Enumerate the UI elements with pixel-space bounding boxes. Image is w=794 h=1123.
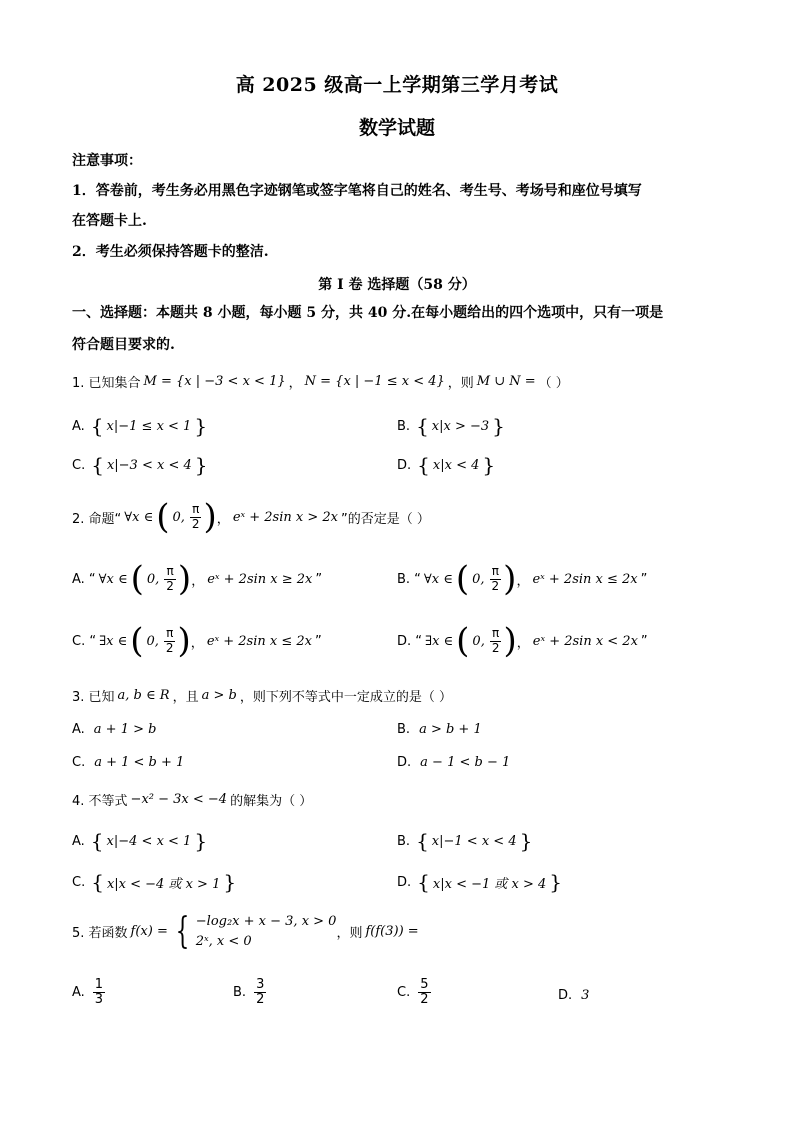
q5-option-d[interactable]: D. 3 xyxy=(558,988,590,1003)
q5-option-c[interactable]: C. $\frac{5}{2}$ xyxy=(397,977,429,1008)
q2-option-b[interactable]: B. “ ∀x ∈ ( 0, $\frac{\pi}{2}$ ) ， eˣ + 2sin x ≤ 2x ” xyxy=(397,559,648,599)
q4-option-c[interactable]: C. { x|x < −4 或 x > 1 } xyxy=(72,870,237,894)
q5-piecewise: { −log₂x + x − 3, x > 0 2ˣ, x < 0 xyxy=(175,910,337,952)
q1-prefix: 1. 已知集合 xyxy=(72,376,141,391)
q1-option-a[interactable]: A. { x|−1 ≤ x < 1 } xyxy=(72,414,208,438)
notice-item-1-line-1: 1．答卷前，考生务必用黑色字迹钢笔或签字笔将自己的姓名、考生号、考场号和座位号填写 xyxy=(72,183,642,199)
q1-sep: ， xyxy=(288,376,302,391)
q1-option-d[interactable]: D. { x|x < 4 } xyxy=(397,453,496,477)
part1-instructions-line-2: 符合题目要求的. xyxy=(72,337,175,353)
section-heading: 第 I 卷 选择题（58 分） xyxy=(318,277,476,293)
q5-option-b[interactable]: B. $\frac{3}{2}$ xyxy=(233,977,265,1008)
question-2: 2. 命题“ ∀x ∈ ( 0, $\frac{\pi}{2}$ ) ， eˣ + 2sin x > 2x ”的否定是（ ） xyxy=(72,497,430,537)
q4-option-d[interactable]: D. { x|x < −1 或 x > 4 } xyxy=(397,870,563,894)
q3-option-d[interactable]: D. a − 1 < b − 1 xyxy=(397,755,511,770)
q1-expr: M ∪ N = xyxy=(476,374,536,389)
question-3: 3. 已知 a, b ∈ R ，且 a > b ，则下列不等式中一定成立的是（ ） xyxy=(72,688,452,705)
q1-paren: （ ） xyxy=(538,376,569,391)
q3-option-b[interactable]: B. a > b + 1 xyxy=(397,722,482,737)
notice-item-2: 2．考生必须保持答题卡的整洁. xyxy=(72,244,269,260)
question-1 xyxy=(72,372,569,391)
q2-option-c[interactable]: C. “ ∃x ∈ ( 0, $\frac{\pi}{2}$ ) ， eˣ + 2sin x ≤ 2x ” xyxy=(72,621,322,661)
notice-heading: 注意事项： xyxy=(72,153,142,169)
q1-option-b[interactable]: B. { x|x > −3 } xyxy=(397,414,505,438)
exam-subtitle: 数学试题 xyxy=(358,117,435,139)
q2-option-a[interactable]: A. “ ∀x ∈ ( 0, $\frac{\pi}{2}$ ) ， eˣ + 2sin x ≥ 2x ” xyxy=(72,559,323,599)
q2-option-d[interactable]: D. “ ∃x ∈ ( 0, $\frac{\pi}{2}$ ) ， eˣ + 2sin x < 2x ” xyxy=(397,621,648,661)
q1-set-n: N = {x | −1 ≤ x < 4} xyxy=(304,374,445,389)
part1-instructions-line-1: 一、选择题：本题共 8 小题，每小题 5 分，共 40 分.在每小题给出的四个选项中，只有一项是 xyxy=(72,305,664,321)
q3-option-a[interactable]: A. a + 1 > b xyxy=(72,722,157,737)
question-4: 4. 不等式 −x² − 3x < −4 的解集为（ ） xyxy=(72,792,313,809)
exam-title: 高 2025 级高一上学期第三学月考试 xyxy=(235,74,559,96)
q1-set-m: M = {x | −3 < x < 1} xyxy=(143,374,286,389)
q1-ask: ，则 xyxy=(447,376,474,391)
q5-option-a[interactable]: A. $\frac{1}{3}$ xyxy=(72,977,104,1008)
q3-option-c[interactable]: C. a + 1 < b + 1 xyxy=(72,755,185,770)
q1-option-c[interactable]: C. { x|−3 < x < 4 } xyxy=(72,453,208,477)
notice-item-1-line-2: 在答题卡上. xyxy=(72,213,147,229)
question-5: 5. 若函数 f(x) = { −log₂x + x − 3, x > 0 2ˣ, x < 0 ，则 f(f(3)) = xyxy=(72,910,419,952)
q4-option-b[interactable]: B. { x|−1 < x < 4 } xyxy=(397,829,533,853)
q4-option-a[interactable]: A. { x|−4 < x < 1 } xyxy=(72,829,208,853)
